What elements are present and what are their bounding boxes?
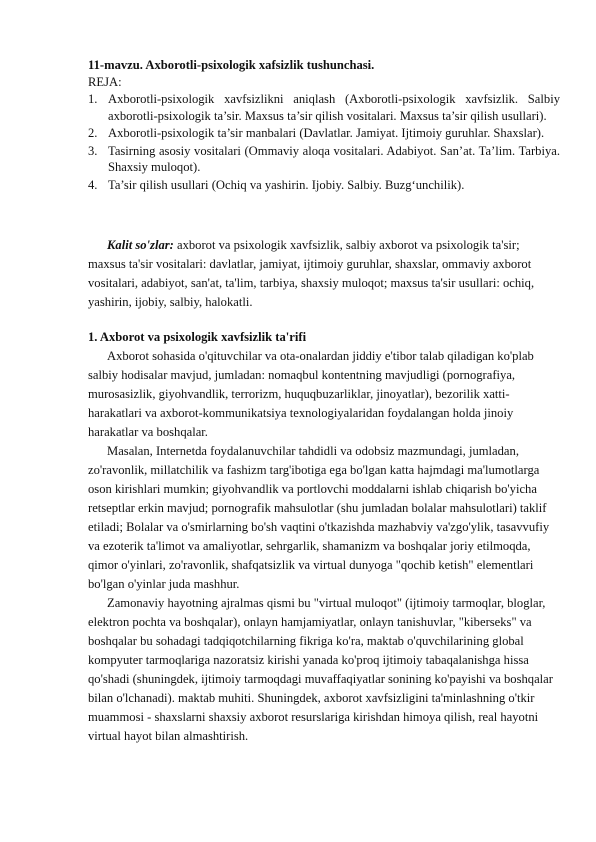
plan-item-text: Axborotli-psixologik xavfsizlikni aniqlash (Axborotli-psixologik xavfsizlik. Salbiy axborotli-psixologik ta’sir. Maxsus ta’sir qilish vositalari. Maxsus ta’sir qilish usullari). xyxy=(108,92,560,123)
section-1 xyxy=(88,328,560,746)
plan-item xyxy=(88,143,560,176)
body-paragraph: Masalan, Internetda foydalanuvchilar tahdidli va odobsiz mazmundagi, jumladan, zo'ravonlik, millatchilik va fashizm targ'ibotiga ega bo'lgan katta hajmdagi ma'lumotlarga oson kirishlari mumkin; giyohvandlik va portlovchi moddalarni ishlab chiqarish bo'yicha retseptlar erkin mavjud; pornografik mahsulotlar (shu jumladan bolalar mahsulotlari) taklif etiladi; Bolalar va o'smirlarning bo'sh vaqtini o'tkazishda mazhabviy va'zgo'ylik, tasavvufiy va ezoterik ta'limot va amaliyotlar, sehrgarlik, shamanizm va boshqalar joriy etilmoqda, qimor o'yinlari, zo'ravonlik, shafqatsizlik va virtual dunyoga "qochib ketish" elementlari bo'lgan o'yinlar juda mashhur. xyxy=(88,444,550,591)
plan-item-number: 2. xyxy=(88,126,98,140)
plan-item xyxy=(88,125,560,142)
plan-item-number: 4. xyxy=(88,177,98,192)
plan-label: REJA: xyxy=(88,75,122,89)
keywords-paragraph xyxy=(88,236,560,312)
plan-item-text: Axborotli-psixologik ta’sir manbalari (Davlatlar. Jamiyat. Ijtimoiy guruhlar. Shaxslar). xyxy=(108,126,545,140)
plan-list xyxy=(88,91,560,194)
plan-item-text: Tasirning asosiy vositalari (Ommaviy aloqa vositalari. Adabiyot. San’at. Ta’lim. Tarbiya. Shaxsiy muloqot). xyxy=(108,143,560,174)
plan-item xyxy=(88,177,560,194)
body-paragraph: Zamonaviy hayotning ajralmas qismi bu "virtual muloqot" (ijtimoiy tarmoqlar, bloglar, elektron pochta va boshqalar), onlayn hamjamiyatlar, onlayn tanishuvlar, "kiberseks" va boshqalar bu sohadagi tadqiqotchilarning fikriga ko'ra, maktab o'quvchilarining global kompyuter tarmoqlariga nazoratsiz kirishi yanada ko'proq ijtimoiy tabaqalanishga hissa qo'shadi (shuningdek, ijtimoiy tarmoqdagi muvaffaqiyatlar sonining ko'payishi va boshqalar bilan o'lchanadi). maktab muhiti. Shuningdek, axborot xavfsizligini ta'minlashning o'tkir muammosi - shaxslarni shaxsiy axborot resurslariga kirishdan himoya qilish, real hayotni virtual hayot bilan almashtirish. xyxy=(88,596,553,743)
plan-item-number: 3. xyxy=(88,143,98,158)
plan-item-number: 1. xyxy=(88,92,98,106)
plan-item-text: Ta’sir qilish usullari (Ochiq va yashirin. Ijobiy. Salbiy. Buzg‘unchilik). xyxy=(108,177,465,192)
section-heading: 1. Axborot va psixologik xavfsizlik ta'rifi xyxy=(88,330,307,344)
keywords-label: Kalit so'zlar: xyxy=(107,238,174,252)
keywords-block xyxy=(88,236,560,312)
body-paragraph: Axborot sohasida o'qituvchilar va ota-onalardan jiddiy e'tibor talab qiladigan ko'plab salbiy hodisalar mavjud, jumladan: nomaqbul kontentning mavjudligi (pornografiya, murosasizlik, giyohvandlik, terrorizm, huquqbuzarliklar, jinoyatlar), bezorilik xatti-harakatlari va axborot-kommunikatsiya texnologiyalaridan foydalangan holda jinoiy harakatlar va boshqalar. xyxy=(88,349,534,439)
plan-item xyxy=(88,91,560,124)
document-title: 11-mavzu. Axborotli-psixologik xafsizlik tushunchasi. xyxy=(88,58,375,72)
keywords-text: axborot va psixologik xavfsizlik, salbiy axborot va psixologik ta'sir; maxsus ta'sir vositalari: davlatlar, jamiyat, ijtimoiy guruhlar, shaxslar, ommaviy axborot vositalari, adabiyot, san'at, ta'lim, tarbiya, shaxsiy muloqot; maxsus ta'sir usullari: ochiq, yashirin, ijobiy, salbiy, halokatli. xyxy=(88,238,535,309)
